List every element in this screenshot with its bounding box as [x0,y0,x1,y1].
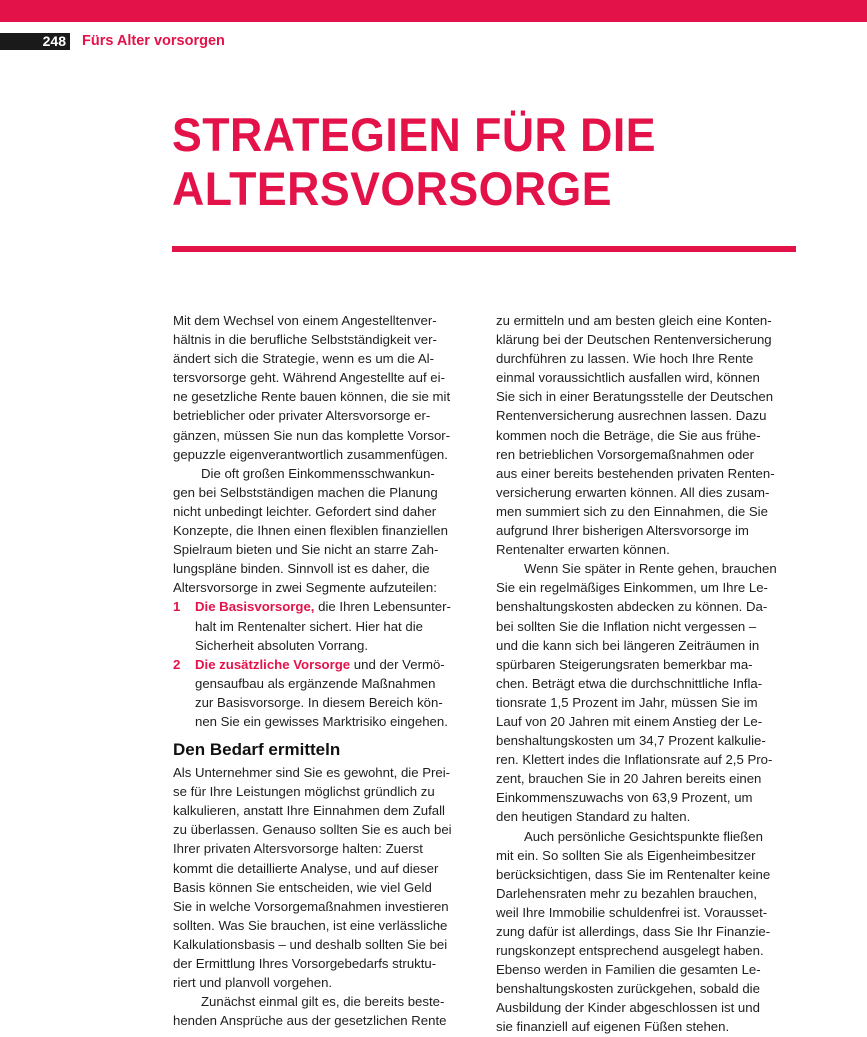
text-line: Lauf von 20 Jahren mit einem Anstieg der Le- [496,713,763,729]
text-line: ändert sich die Strategie, wenn es um die Al- [173,351,434,367]
text-line: ne gesetzliche Rente bauen können, die sie mit [173,389,451,405]
text-line: betrieblicher oder privater Altersvorsorge er- [173,408,431,424]
text-line: Ausbildung der Kinder abgeschlossen ist und [496,1000,760,1016]
text-line: aus einer bereits bestehenden privaten Renten- [496,465,775,481]
text-line: bei sollten Sie die Inflation nicht vergessen – [496,618,757,634]
text-line: Sie in welche Vorsorgemaßnahmen investieren [173,898,449,914]
text-line: gepuzzle eigenverantwortlich zusammenfügen. [173,446,448,462]
text-line: riert und planvoll vorgehen. [173,975,333,991]
text-fragment: die Ihren Lebensunter- [314,599,451,615]
text-line: zu ermitteln und am besten gleich eine Konten- [496,313,772,328]
text-line: nen Sie ein gewisses Marktrisiko eingehen. [195,713,448,729]
text-line: Einkommenszuwachs von 63,9 Prozent, um [496,790,753,806]
text-line: Ebenso werden in Familien die gesamten Le- [496,962,761,978]
text-line: zur Basisvorsorge. In diesem Bereich kön- [195,694,443,710]
text-line: Mit dem Wechsel von einem Angestelltenver- [173,313,437,328]
section-heading: Den Bedarf ermitteln [173,740,341,760]
text-line: se für Ihre Leistungen möglichst gründlich zu [173,784,435,800]
text-line [173,597,471,616]
page-title-line-2: ALTERSVORSORGE [172,162,612,215]
top-color-bar [0,0,867,22]
text-line: Konzepte, die Ihnen einen flexiblen finanziellen [173,523,448,539]
text-line: Die oft großen Einkommensschwankun- [201,465,435,481]
text-line: Altersvorsorge in zwei Segmente aufzuteilen: [173,580,437,596]
paragraph-intro [173,311,471,464]
text-line: gen bei Selbstständigen machen die Planung [173,484,438,500]
text-line: zung dafür ist allerdings, dass Sie Ihr Finanzie- [496,924,771,939]
text-line: gänzen, müssen Sie nun das komplette Vorsor- [173,427,451,443]
text-line: sie finanziell auf eigenen Füßen stehen. [496,1019,730,1035]
text-line: aufgrund Ihrer bisherigen Altersvorsorge im [496,523,749,539]
left-column [173,311,471,1030]
text-line: klärung bei der Deutschen Rentenversicherung [496,332,772,348]
list-number: 2 [173,656,181,672]
text-line: hältnis in die berufliche Selbstständigkeit ver- [173,332,437,348]
text-line [173,655,471,674]
text-line: kommt die detaillierte Analyse, und auf dieser [173,860,439,876]
paragraph-ansprueche [173,992,471,1030]
text-line: der Ermittlung Ihres Vorsorgebedarfs struktu- [173,956,437,971]
text-line: Kalkulationsbasis – und deshalb sollten Sie bei [173,936,448,952]
right-column [496,311,798,1037]
text-line: Auch persönliche Gesichtspunkte fließen [524,828,763,844]
text-line: Sie ein regelmäßiges Einkommen, um Ihre Le- [496,580,768,596]
text-line: tersvorsorge geht. Während Angestellte auf ei- [173,370,445,386]
text-line: rungskonzept entsprechend ausgelegt haben. [496,943,764,959]
list-number: 1 [173,599,181,615]
text-line: ren betrieblichen Vorsorgemaßnahmen oder [496,446,755,462]
text-line: henden Ansprüche aus der gesetzlichen Rente [173,1013,447,1029]
text-fragment: und der Vermö- [350,656,445,672]
list-item-basisvorsorge [173,597,471,654]
text-line: Sie sich in einer Beratungsstelle der Deutschen [496,389,774,405]
list-highlight: Die zusätzliche Vorsorge [195,656,351,672]
text-line: lungspläne binden. Sinnvoll ist es daher, die [173,561,430,577]
text-line: Wenn Sie später in Rente gehen, brauchen [524,561,777,577]
page-number: 248 [0,33,70,50]
text-line: den heutigen Standard zu halten. [496,809,691,825]
text-line: halt im Rentenalter sichert. Hier hat die [195,618,423,634]
text-line: Sicherheit absoluten Vorrang. [195,637,369,653]
text-line: versicherung erwarten können. All dies zusam- [496,484,770,500]
text-line: durchführen zu lassen. Wie hoch Ihre Rente [496,351,754,367]
text-line: Als Unternehmer sind Sie es gewohnt, die Prei- [173,765,451,781]
running-title: Fürs Alter vorsorgen [82,33,225,49]
text-line: Darlehensraten mehr zu bezahlen brauchen, [496,885,757,901]
paragraph-income-fluctuation [173,464,471,598]
page-title-line-1: STRATEGIEN FÜR DIE [172,108,657,161]
text-line: Rentenalter erwarten können. [496,542,670,558]
text-line: benshaltungskosten zurückgehen, sobald die [496,981,760,997]
text-line: berücksichtigen, dass Sie im Rentenalter keine [496,866,771,882]
text-line: tionsrate 1,5 Prozent im Jahr, müssen Sie im [496,694,758,710]
text-line: Zunächst einmal gilt es, die bereits beste- [201,994,445,1010]
text-line: zu überlassen. Genauso sollten Sie es auch bei [173,822,452,838]
text-line: benshaltungskosten um 34,7 Prozent kalkulie- [496,733,766,749]
text-line: chen. Beträgt etwa die durchschnittliche Infla- [496,675,763,691]
paragraph-inflation [496,559,798,826]
text-line: kalkulieren, anstatt Ihre Einnahmen dem Zufall [173,803,445,819]
title-underline [172,246,796,252]
text-line: men summiert sich zu den Einnahmen, die Sie [496,503,768,519]
text-line: und die kann sich bei längeren Zeiträumen in [496,637,760,653]
list-highlight: Die Basisvorsorge, [195,599,315,615]
paragraph-bedarf [173,763,471,992]
text-line: ren. Klettert indes die Inflationsrate auf 2,5 Pro- [496,752,773,768]
text-line: einmal voraussichtlich ausfallen wird, können [496,370,760,386]
text-line: sollten. Was Sie brauchen, ist eine verlässliche [173,917,448,933]
page-title [172,108,780,216]
text-line: Ihrer privaten Altersvorsorge halten: Zuerst [173,841,423,857]
text-line: Basis können Sie entscheiden, wie viel Geld [173,879,432,895]
text-line: mit ein. So sollten Sie als Eigenheimbesitzer [496,847,756,863]
paragraph-kontenklaerung [496,311,798,559]
list-item-zusaetzliche-vorsorge [173,655,471,731]
text-line: Spielraum bieten und Sie nicht an starre Zah- [173,542,439,558]
text-line: zent, brauchen Sie in 20 Jahren bereits einen [496,771,762,787]
text-line: spürbaren Steigerungsraten bemerkbar ma- [496,656,753,672]
text-line: nicht unbedingt leichter. Gefordert sind daher [173,503,437,519]
text-line: gensaufbau als ergänzende Maßnahmen [195,675,436,691]
text-line: weil Ihre Immobilie schuldenfrei ist. Vorausset- [496,904,768,920]
text-line: Rentenversicherung ausrechnen lassen. Dazu [496,408,767,424]
paragraph-persoenliche-gesichtspunkte [496,827,798,1037]
text-line: benshaltungskosten abdecken zu können. Da- [496,599,768,615]
text-line: kommen noch die Beträge, die Sie aus frühe- [496,427,761,443]
